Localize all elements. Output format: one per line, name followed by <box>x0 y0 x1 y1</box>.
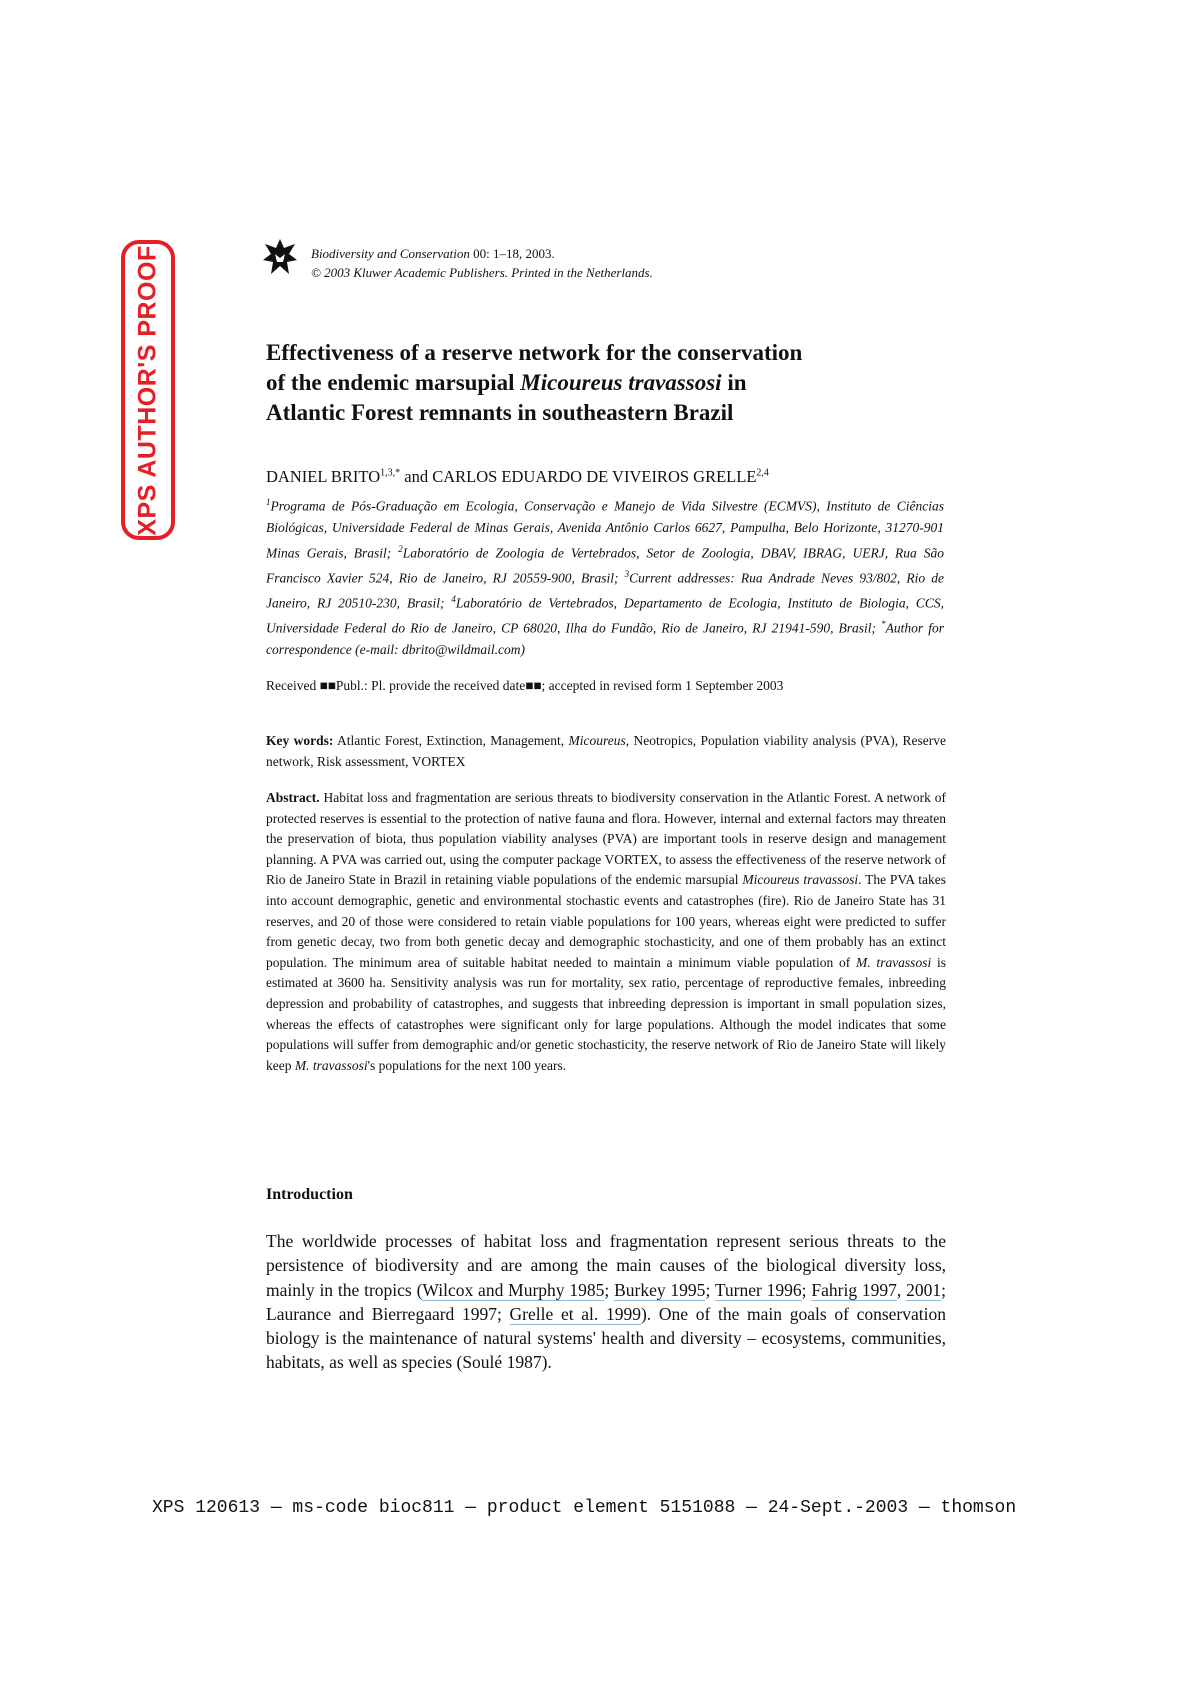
citation-link[interactable]: Burkey 1995 <box>614 1279 706 1300</box>
proof-footer: XPS 120613 — ms-code bioc811 — product element 5151088 — 24-Sept.-2003 — thomson <box>152 1498 1017 1518</box>
intro-sep: ; <box>801 1279 812 1300</box>
species-name: M. travassosi <box>856 954 932 970</box>
title-line-2 <box>266 368 946 398</box>
affil-marker: 1 <box>266 497 271 507</box>
abstract-text: is estimated at 3600 ha. Sensitivity analysis was run for mortality, sex ratio, percentage of reproductive females, inbreeding depression and probability of catastrophes, and suggests that inbreeding depression is important in small population sizes, whereas the effects of catastrophes were significant only for large populations. Although the model indicates that some populations will suffer from demographic and/or genetic stochasticity, the reserve network of Rio de Janeiro State will likely keep <box>266 954 946 1073</box>
affil-marker: 3 <box>624 568 630 579</box>
intro-sep: ; <box>604 1279 615 1300</box>
author-1: DANIEL BRITO <box>266 467 381 486</box>
correspondence: Author for correspondence (e-mail: dbrito@wildmail.com) <box>266 620 944 657</box>
authors-proof-stamp <box>121 240 175 540</box>
affiliation-1: Programa de Pós-Graduação em Ecologia, Conservação e Manejo de Vida Silvestre (ECMVS), Instituto de Ciências Biológicas, Universidade Federal de Minas Gerais, Avenida Antônio Carlos 6627, Pampulha, Belo Horizonte, 31270-901 Minas Gerais, Brasil; <box>266 498 944 560</box>
introduction-paragraph <box>266 1229 946 1375</box>
species-name: M. travassosi <box>294 1057 368 1073</box>
affil-marker: 2 <box>398 543 403 554</box>
affil-marker: 4 <box>451 593 456 604</box>
affiliation-3: Current addresses: Rua Andrade Neves 93/802, Rio de Janeiro, RJ 20510-230, Brasil; <box>266 570 945 610</box>
abstract-text: Habitat loss and fragmentation are serious threats to biodiversity conservation in the Atlantic Forest. A network of protected reserves is essential to the protection of native fauna and flora. However, internal and external factors may threaten the preservation of biota, thus population viability analyses (PVA) are important tools in reserve design and management planning. A PVA was carried out, using the computer package VORTEX, to assess the effectiveness of the reserve network of Rio de Janeiro State in Brazil in retaining viable populations of the endemic marsupial <box>266 790 946 888</box>
keywords <box>266 730 946 772</box>
abstract-label: Abstract. <box>266 790 320 805</box>
affiliations <box>266 492 944 660</box>
journal-header <box>311 244 653 282</box>
title-species: Micoureus travassosi <box>520 370 722 395</box>
author-2-affil: 2,4 <box>756 467 769 479</box>
journal-name: Biodiversity and Conservation <box>311 246 470 261</box>
journal-copyright: © 2003 Kluwer Academic Publishers. Printed in the Netherlands. <box>311 265 653 280</box>
title-line-2-start: of the endemic marsupial <box>266 370 521 395</box>
affil-marker: * <box>881 618 886 629</box>
journal-citation <box>311 244 653 263</box>
author-list <box>266 467 769 487</box>
author-2: CARLOS EDUARDO DE VIVEIROS GRELLE <box>432 467 757 486</box>
citation-link[interactable]: Grelle et al. 1999 <box>509 1303 641 1324</box>
author-conjunction: and <box>400 467 433 486</box>
keywords-label: Key words: <box>266 733 334 748</box>
title-line-1: Effectiveness of a reserve network for the conservation <box>266 340 803 365</box>
citation-link[interactable]: Fahrig 1997 <box>811 1279 897 1300</box>
abstract-text: . The PVA takes into account demographic, genetic and environmental stochastic events and catastrophes (fire). Rio de Janeiro State has 31 reserves, and 20 of those were considered to retain viable populations for 100 years, whereas eight were predicted to suffer from genetic decay, two from both genetic decay and demographic stochasticity, and one of them probably has an extinct population. The minimum area of suitable habitat needed to maintain a minimum viable population of <box>266 872 946 970</box>
intro-text: The worldwide processes of habitat loss and fragmentation represent serious threats to the persistence of biodiversity and are among the main causes of the biological diversity loss, mainly in the tropics ( <box>266 1231 946 1300</box>
title-line-3: Atlantic Forest remnants in southeastern Brazil <box>266 400 734 425</box>
paper-title <box>266 338 946 428</box>
journal-issue: 00: 1–18, 2003. <box>469 246 555 261</box>
intro-sep: , <box>896 1279 907 1300</box>
keywords-text-end: , Neotropics, Population viability analysis (PVA), Reserve network, Risk assessment, VORTEX <box>266 733 946 769</box>
citation-link[interactable]: 2001 <box>906 1279 942 1300</box>
stamp-text: XPS AUTHOR'S PROOF <box>133 244 162 536</box>
author-1-affil: 1,3,* <box>380 467 401 479</box>
citation-link[interactable]: Turner 1996 <box>714 1279 802 1300</box>
publisher-logo-icon <box>262 238 298 278</box>
abstract-text: 's populations for the next 100 years. <box>367 1057 567 1073</box>
intro-text: ; Laurance and Bierregaard 1997; <box>266 1279 946 1324</box>
intro-text: ). One of the main goals of conservation biology is the maintenance of natural systems' health and diversity – ecosystems, communities, habitats, as well as species (Soulé 1987). <box>266 1303 946 1373</box>
affiliation-4: Laboratório de Vertebrados, Departamento de Ecologia, Instituto de Biologia, CCS, Universidade Federal do Rio de Janeiro, CP 68020, Ilha do Fundão, Rio de Janeiro, RJ 21941-590, Brasil; <box>266 595 944 635</box>
species-name: Micoureus travassosi <box>742 872 859 888</box>
keywords-text: Atlantic Forest, Extinction, Management, <box>333 733 569 748</box>
citation-link[interactable]: Wilcox and Murphy 1985 <box>422 1279 605 1300</box>
abstract <box>266 788 946 1076</box>
title-line-2-end: in <box>721 370 747 395</box>
received-dates: Received ■■Publ.: Pl. provide the received date■■; accepted in revised form 1 September 2003 <box>266 678 784 693</box>
affiliation-2: Laboratório de Zoologia de Vertebrados, Setor de Zoologia, DBAV, IBRAG, UERJ, Rua São Francisco Xavier 524, Rio de Janeiro, RJ 20559-900, Brasil; <box>266 545 944 585</box>
intro-sep: ; <box>705 1279 715 1300</box>
section-heading-introduction: Introduction <box>266 1186 353 1203</box>
keywords-italic: Micoureus <box>568 733 626 748</box>
